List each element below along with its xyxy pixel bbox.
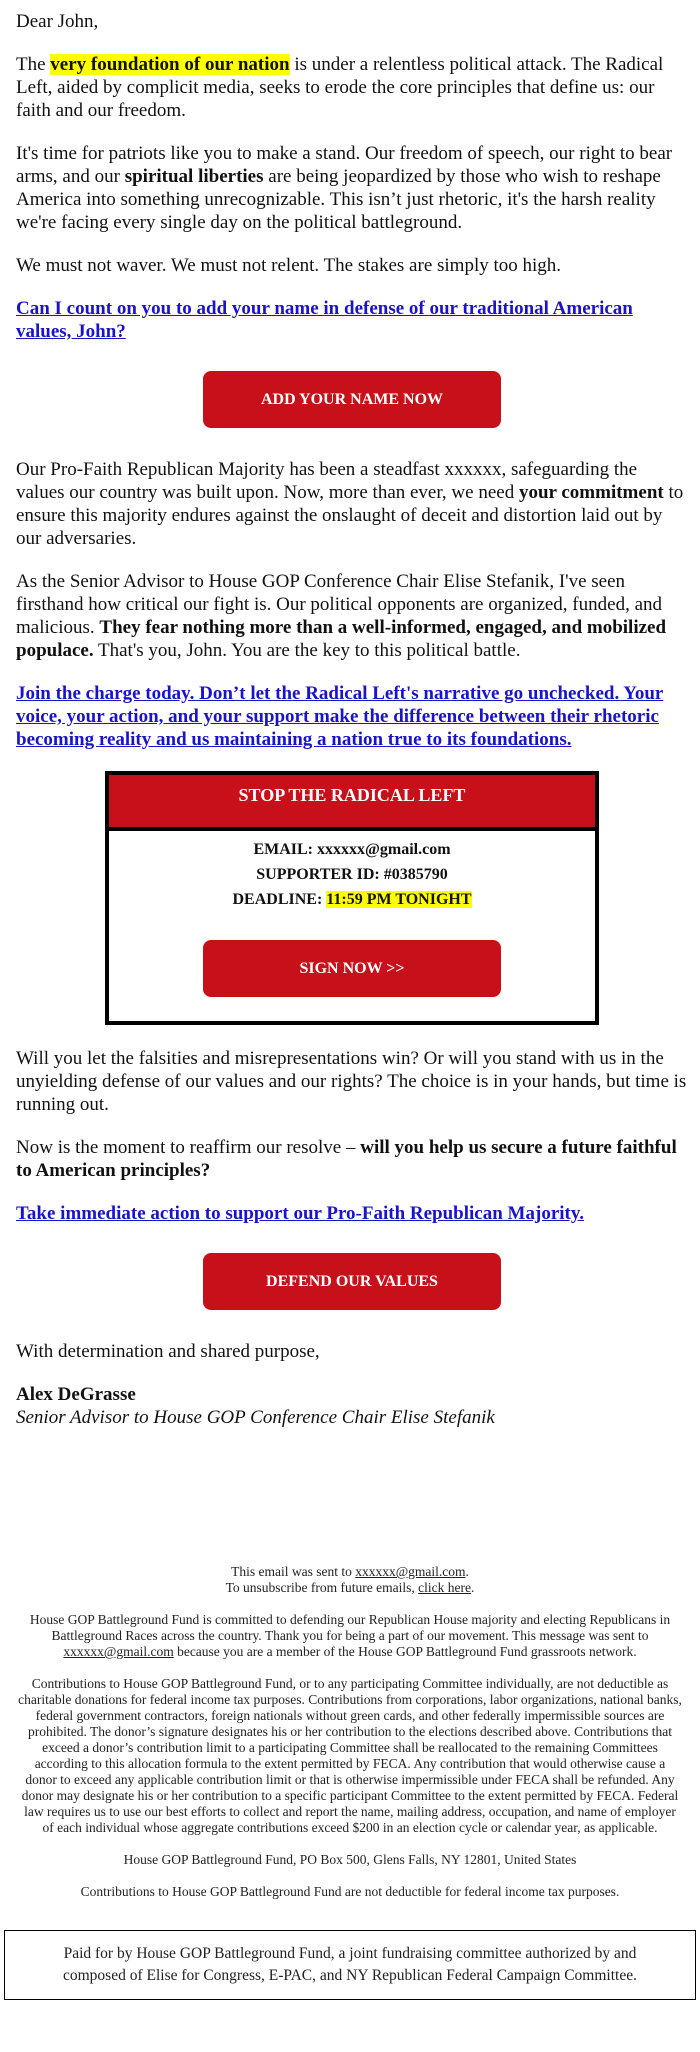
take-action-link[interactable]: Take immediate action to support our Pro-Faith Republican Majority.	[16, 1203, 585, 1224]
sign-now-button[interactable]: SIGN NOW >>	[203, 940, 501, 997]
paragraph-5	[16, 570, 688, 662]
tax-disclaimer: Contributions to House GOP Battleground Fund are not deductible for federal income tax purposes.	[80, 1884, 620, 1899]
footer	[0, 1564, 700, 1900]
paragraph-2	[16, 142, 688, 234]
bold-text: They fear nothing more than a well-informed, engaged, and mobilized populace.	[16, 617, 667, 661]
text: That's you, John. You are the key to this political battle.	[93, 640, 521, 661]
closing: With determination and shared purpose,	[16, 1341, 320, 1362]
text: to ensure this majority endures against the onslaught of deceit and distortion laid out by our adversaries.	[16, 482, 684, 549]
text: The	[16, 54, 51, 75]
mailing-address: House GOP Battleground Fund, PO Box 500, Glens Falls, NY 12801, United States	[123, 1852, 577, 1867]
bold-text: spiritual liberties	[124, 166, 264, 187]
paragraph-7	[16, 1136, 688, 1182]
email-link[interactable]: xxxxxx@gmail.com	[63, 1644, 174, 1659]
text: because you are a member of the House GOP Battleground Fund grassroots network.	[173, 1644, 637, 1659]
petition-box	[105, 771, 599, 1025]
petition-box-title: STOP THE RADICAL LEFT	[109, 775, 595, 831]
text: To unsubscribe from future emails,	[225, 1580, 419, 1595]
paragraph-6: Will you let the falsities and misrepresentations win? Or will you stand with us in the unyielding defense of our values and our rights? The choice is in your hands, but time is running out.	[16, 1048, 687, 1115]
email-link[interactable]: xxxxxx@gmail.com	[355, 1564, 466, 1579]
text: Now is the moment to reaffirm our resolve –	[16, 1137, 361, 1158]
join-charge-link[interactable]: Join the charge today. Don’t let the Radical Left's narrative go unchecked. Your voice, your action, and your support make the difference between their rhetoric becoming reality and us maintaining a nation true to its foundations.	[16, 683, 664, 750]
about-text	[18, 1612, 682, 1660]
signature-name: Alex DeGrasse	[16, 1384, 136, 1405]
add-your-name-button[interactable]: ADD YOUR NAME NOW	[203, 371, 501, 428]
supporter-id: SUPPORTER ID: #0385790	[256, 866, 448, 883]
paid-for-disclaimer: Paid for by House GOP Battleground Fund, a joint fundraising committee authorized by and composed of Elise for Congress, E-PAC, and NY Republican Federal Campaign Committee.	[4, 1930, 696, 2000]
highlighted-text: very foundation of our nation	[50, 54, 290, 75]
deadline-value: 11:59 PM TONIGHT	[326, 891, 472, 908]
bold-text: will you help us secure a future faithful to American principles?	[16, 1137, 677, 1181]
text: is under a relentless political attack. The Radical Left, aided by complicit media, seeks to erode the core principles that define us: our faith and our freedom.	[16, 54, 664, 121]
text: .	[465, 1564, 469, 1579]
text: It's time for patriots like you to make a stand. Our freedom of speech, our right to bear arms, and our	[16, 143, 673, 187]
paragraph-4	[16, 458, 688, 550]
deadline	[109, 887, 595, 912]
paragraph-3: We must not waver. We must not relent. The stakes are simply too high.	[16, 255, 562, 276]
defend-our-values-button[interactable]: DEFEND OUR VALUES	[203, 1253, 501, 1310]
deadline-label: DEADLINE:	[232, 891, 327, 908]
text: Our Pro-Faith Republican Majority has been a steadfast xxxxxx, safeguarding the values our country was built upon. Now, more than ever, we need	[16, 459, 638, 503]
sent-to-line	[18, 1564, 682, 1596]
paragraph-1	[16, 53, 688, 122]
legal-disclaimer: Contributions to House GOP Battleground Fund, or to any participating Committee individually, are not deductible as charitable donations for federal income tax purposes. Contributions from corporations, labor organizations, national banks, federal government contractors, foreign nationals without green cards, and other federally impermissible sources are prohibited. The donor’s signature designates his or her contribution to the elections described above. Contributions that exceed a donor’s contribution limit to a participating Committee shall be reallocated to the remaining Committees according to this allocation formula to the extent permitted by FECA. Any contribution that would otherwise cause a donor to exceed any applicable contribution limit or that is otherwise impermissible under FECA shall be refunded. Any donor may designate his or her contribution to a specific participant Committee to the extent permitted by FECA. Federal law requires us to use our best efforts to collect and report the name, mailing address, occupation, and name of employer of each individual whose aggregate contributions exceed $200 in an election cycle or calendar year, as applicable.	[18, 1676, 682, 1835]
unsubscribe-link[interactable]: click here	[418, 1580, 471, 1595]
greeting: Dear John,	[16, 11, 99, 32]
text: House GOP Battleground Fund is committed to defending our Republican House majority and electing Republicans in Battleground Races across the country. Thank you for being a part of our movement. This message was sent to	[29, 1612, 671, 1643]
text: As the Senior Advisor to House GOP Conference Chair Elise Stefanik, I've seen firsthand how critical our fight is. Our political opponents are organized, funded, and malicious.	[16, 571, 662, 638]
text: .	[470, 1580, 475, 1595]
add-name-link[interactable]: Can I count on you to add your name in defense of our traditional American values, John?	[16, 298, 633, 342]
text: This email was sent to	[231, 1564, 356, 1579]
bold-text: your commitment	[518, 482, 664, 503]
text: are being jeopardized by those who wish to reshape America into something unrecognizable. This isn’t just rhetoric, it's the harsh reality we're facing every single day on the political battleground.	[16, 166, 661, 233]
signature-title: Senior Advisor to House GOP Conference Chair Elise Stefanik	[16, 1407, 495, 1428]
petition-email: EMAIL: xxxxxx@gmail.com	[253, 841, 451, 858]
